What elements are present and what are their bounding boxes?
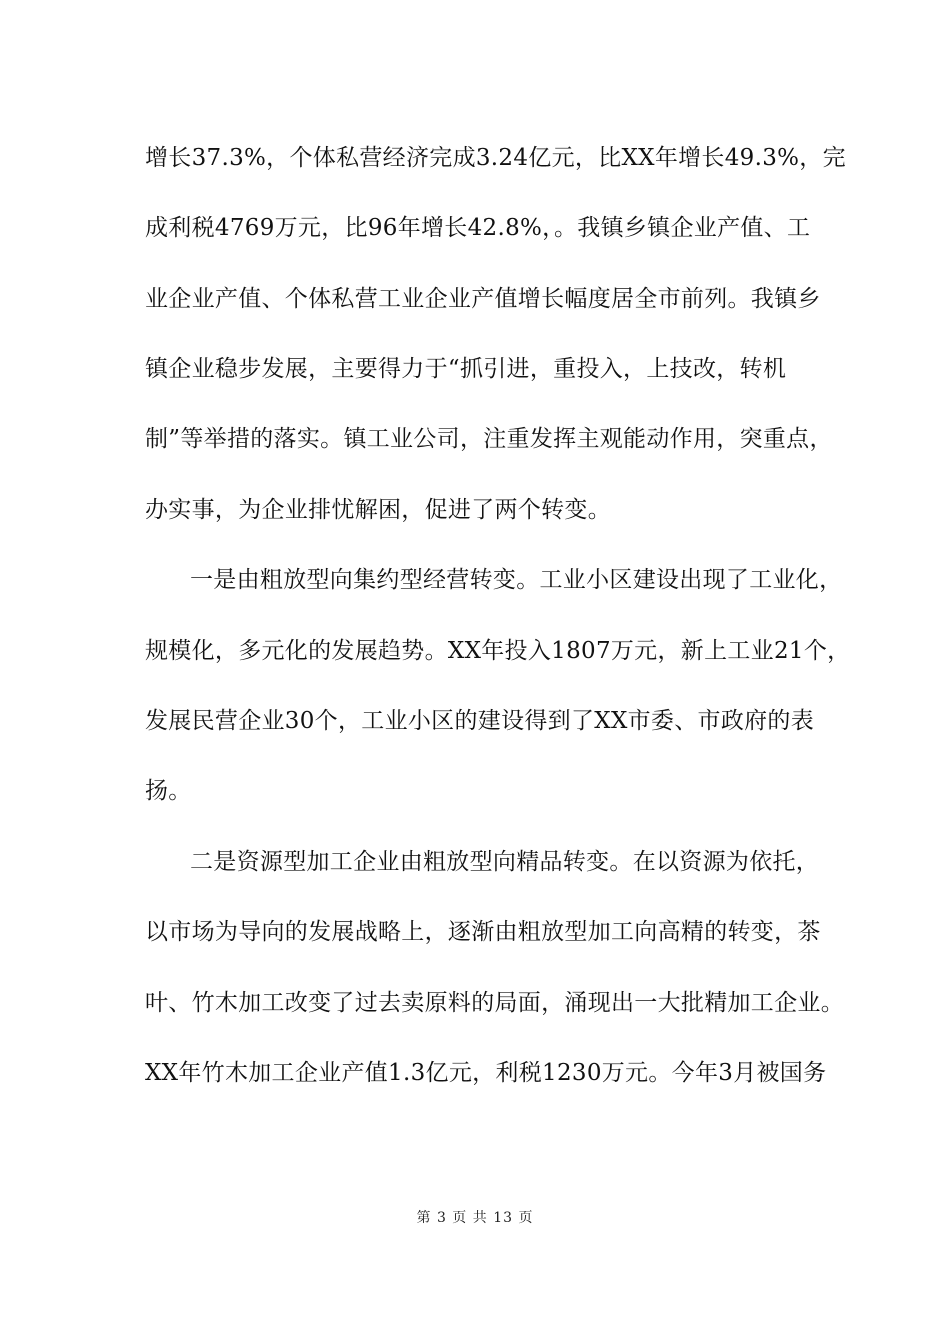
text-line: 发展民营企业30个，工业小区的建设得到了XX市委、市政府的表	[145, 708, 815, 734]
text-line: 一是由粗放型向集约型经营转变。工业小区建设出现了工业化，	[190, 567, 843, 593]
text-line: 叶、竹木加工改变了过去卖原料的局面，涌现出一大批精加工企业。	[145, 990, 844, 1016]
text-line: 扬。	[145, 778, 192, 804]
text-line: 规模化，多元化的发展趋势。XX年投入1807万元，新上工业21个，	[145, 638, 851, 664]
text-line: 办实事，为企业排忧解困，促进了两个转变。	[145, 497, 611, 523]
page-footer: 第 3 页 共 13 页	[416, 1210, 534, 1226]
text-line: XX年竹木加工企业产值1.3亿元，利税1230万元。今年3月被国务	[145, 1060, 827, 1086]
text-line: 成利税4769万元，比96年增长42.8%，。我镇乡镇企业产值、工	[145, 215, 811, 241]
text-line: 镇企业稳步发展，主要得力于“抓引进，重投入，上技改，转机	[145, 356, 787, 382]
text-line: 业企业产值、个体私营工业企业产值增长幅度居全市前列。我镇乡	[145, 286, 821, 312]
text-line: 制”等举措的落实。镇工业公司，注重发挥主观能动作用，突重点，	[145, 426, 833, 452]
text-line: 增长37.3%，个体私营经济完成3.24亿元，比XX年增长49.3%，完	[145, 145, 846, 171]
text-line: 以市场为导向的发展战略上，逐渐由粗放型加工向高精的转变，茶	[145, 919, 821, 945]
text-line: 二是资源型加工企业由粗放型向精品转变。在以资源为依托，	[190, 849, 820, 875]
